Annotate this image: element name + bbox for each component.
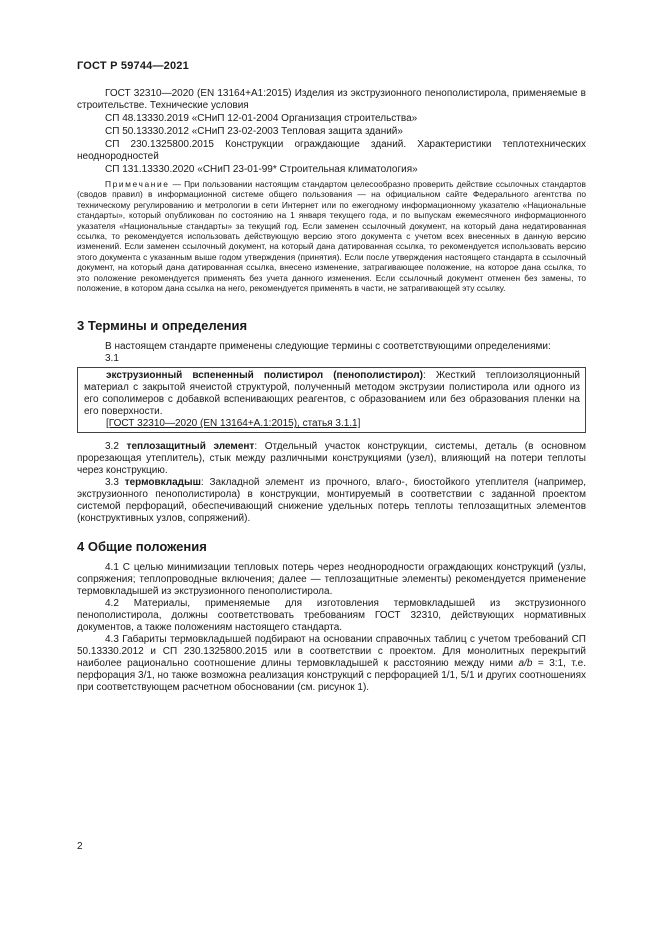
term-name: экструзионный вспененный полистирол (пенополистирол) [106,370,423,382]
document-header: ГОСТ Р 59744—2021 [77,60,189,72]
term-text: : Жесткий теплоизоляционный материал с закрытой ячеистой структурой, полученный методом экструзии полистирола или одного из его сополимеров с добавкой вспенивающих реагентов, с образованием или без образования пленки на его поверхности. [84,370,580,418]
body-paragraph: 4.2 Материалы, применяемые для изготовления термовкладышей из экструзионного пенополистирола, должны соответствовать требованиям ГОСТ 32310, действующих нормативных документов, а также положениям настоящего стандарта. [77,598,586,634]
term-paragraph: 3.3 термовкладыш: Закладной элемент из прочного, влаго-, биостойкого утеплителя (например, экструзионного пенополистирола) в конструкции, монтируемый в соответствии с заданной проектом системой перфораций, обеспечивающий снижение удельных потерь теплоты теплозащитных элементов (конструктивных узлов, сопряжений). [77,477,586,525]
term-source [106,418,580,430]
ratio-formula: a/b [518,658,533,670]
body-paragraph: 4.1 С целью минимизации тепловых потерь через неоднородности ограждающих конструкций (узлы, сопряжения; теплопроводные включения; далее — теплозащитные элементы) рекомендуется применение термовкладышей из экструзионного пенополистирола. [77,562,586,598]
reference-item: СП 230.1325800.2015 Конструкции ограждающие зданий. Характеристики теплотехнических неоднородностей [77,139,586,162]
note-paragraph [77,179,586,293]
term-paragraph: 3.2 теплозащитный элемент: Отдельный участок конструкции, системы, деталь (в основном прорезающая утеплитель), стык между различными конструкциями (узел), влияющий на потери теплоты через конструкцию. [77,441,586,477]
section-title: 4 Общие положения [77,539,207,555]
reference-item: СП 48.13330.2019 «СНиП 12-01-2004 Организация строительства» [105,113,418,124]
term-name: теплозащитный элемент [126,441,255,453]
note-label: Примечание [105,179,170,189]
page-number: 2 [77,841,83,852]
note-text: — При пользовании настоящим стандартом целесообразно проверить действие ссылочных стандартов (сводов правил) в информационной системе общего пользования — на официальном сайте Федерального агентства по техническому регулированию и метрологии в сети Интернет или по ежегодному информационному указателю «Национальные стандарты», который опубликован по состоянию на 1 января текущего года, и по выпускам ежемесячного информационного указателя «Национальные стандарты» за текущий год. Если заменен ссылочный документ, на который дана недатированная ссылка, то рекомендуется использовать действующую версию этого документа с учетом всех внесенных в данную версию изменений. Если заменен ссылочный документ, на который дана датированная ссылка, то рекомендуется использовать версию этого документа с указанным выше годом утверждения (принятия). Если после утверждения настоящего стандарта в ссылочный документ, на который дана датированная ссылка, внесено изменение, затрагивающее положение, на которое дана ссылка, то это положение рекомендуется применять без учета данного изменения. Если ссылочный документ отменен без замены, то положение, в котором дана ссылка на него, рекомендуется применять в части, не затрагивающей эту ссылку. [77,179,586,294]
term-source-text: [ГОСТ 32310—2020 (EN 13164+A.1:2015), статья 3.1.1] [106,418,361,430]
reference-item: СП 50.13330.2012 «СНиП 23-02-2003 Тепловая защита зданий» [105,126,403,137]
term-definition-box [77,367,586,433]
section-general [77,539,586,694]
section-terms [77,318,586,525]
term-definition [84,370,580,418]
reference-item: ГОСТ 32310—2020 (EN 13164+A1:2015) Изделия из экструзионного пенополистирола, применяемые в строительстве. Технические условия [77,88,586,111]
section-intro: В настоящем стандарте применены следующие термины с соответствующими определениями: [105,341,551,353]
page-content [77,88,586,694]
section-title: 3 Термины и определения [77,318,248,334]
term-number: 3.1 [105,353,119,365]
normative-references [77,88,586,176]
term-name: термовкладыш [124,477,201,489]
reference-item: СП 131.13330.2020 «СНиП 23-01-99* Строительная климатология» [105,164,418,175]
body-paragraph: 4.3 Габариты термовкладышей подбирают на основании справочных таблиц с учетом требований СП 50.13330.2012 и СП 230.1325800.2015 или в соответствии с проектом. Для монолитных перекрытий наиболее рационально соотношение длины термовкладышей к расстоянию между ними a/b = 3:1, т.е. перфорация 3/1, но также возможна реализация конструкций с перфорацией 1/1, 5/1 и других соотношениях при соответствующем расчетном обосновании (см. рисунок 1). [77,634,586,694]
